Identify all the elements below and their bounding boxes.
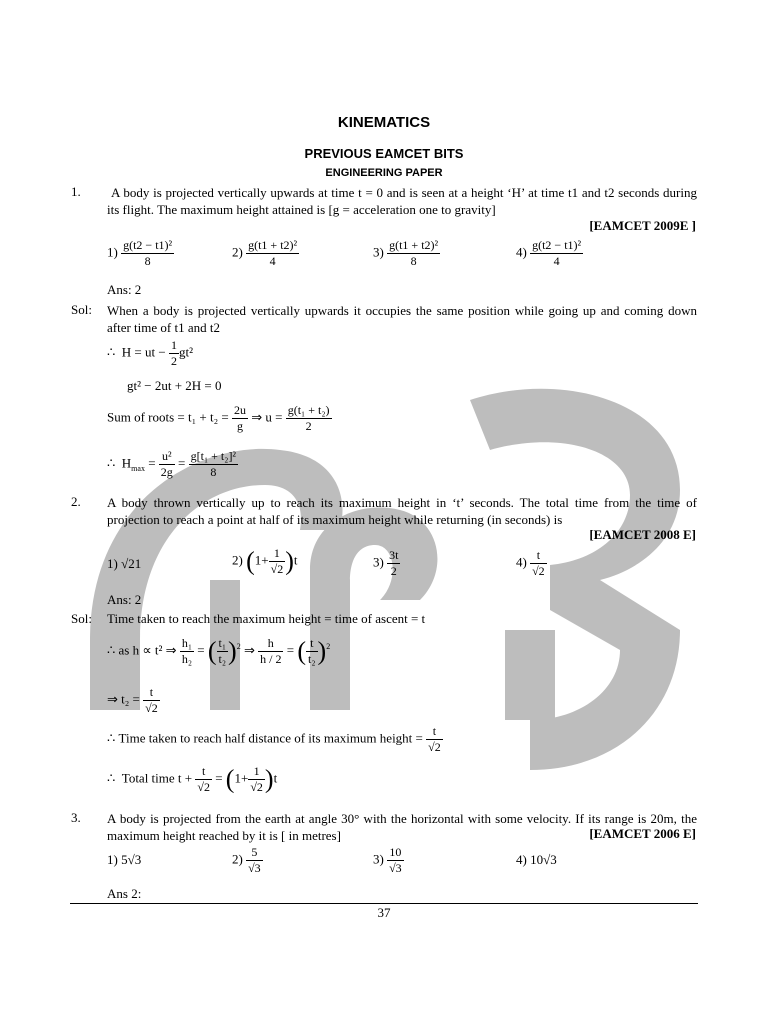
page-title: KINEMATICS bbox=[337, 114, 431, 131]
option: 1) √21 bbox=[107, 556, 142, 571]
answer: Ans: 2 bbox=[107, 282, 142, 297]
option: 3) $\frac{10}{√3}$ bbox=[373, 845, 402, 875]
footer-rule bbox=[70, 903, 698, 904]
answer: Ans 2: bbox=[107, 886, 142, 901]
equation: ∴ H = ut − $\frac{1}{2}$ gt² bbox=[107, 338, 193, 368]
exam-tag: [EAMCET 2008 E] bbox=[589, 527, 696, 542]
question-number: 3. bbox=[71, 810, 81, 825]
question-number: 2. bbox=[71, 494, 81, 509]
question-text: A body thrown vertically up to reach its maximum height in ‘t’ seconds. The total time from the time of projection to reach a point at half of its maximum height while returning (in seconds) is bbox=[107, 495, 697, 527]
option: 3) $\frac{3t}{2}$ bbox=[373, 548, 399, 578]
exam-tag: [EAMCET 2006 E] bbox=[589, 826, 696, 841]
equation: ⇒ t₂ = $\frac{t}{√2}$ bbox=[107, 685, 158, 715]
solution-label: Sol: bbox=[71, 302, 92, 317]
solution-text: Time taken to reach the maximum height = time of ascent = t bbox=[107, 611, 426, 626]
section-title: ENGINEERING PAPER bbox=[325, 167, 443, 179]
equation: ∴ Total time t + $\frac{t}{√2}$ = (1+ $\frac{1}{√2}$ )t bbox=[107, 764, 278, 794]
equation: gt² − 2ut + 2H = 0 bbox=[127, 378, 222, 393]
option: 4) $\frac{t}{√2}$ bbox=[516, 548, 545, 578]
page-subtitle: PREVIOUS EAMCET BITS bbox=[304, 146, 464, 161]
page-number: 37 bbox=[377, 905, 391, 920]
option: 1) 5√3 bbox=[107, 852, 142, 867]
option: 2) (1+ $\frac{1}{√2}$ )t bbox=[232, 546, 298, 576]
question-text: A body is projected vertically upwards at time t = 0 and is seen at a height ‘H’ at time t1 and t2 seconds during its flight. The maximum height attained is [g = acceleration one to gravity] bbox=[107, 185, 697, 217]
option: 2) $\frac{\text{g(t1 + t2)²}}{4}$ bbox=[232, 238, 298, 268]
solution-label: Sol: bbox=[71, 611, 92, 626]
option: 3) $\frac{\text{g(t1 + t2)²}}{8}$ bbox=[373, 238, 439, 268]
equation: ∴ as h ∝ t² ⇒ $\frac{\text{h₁}}{\text{h₂}}$ = ( $\frac{\text{t₁}}{\text{t₂}}$ )$^2$ ⇒ $\frac{h}{h / 2}$ = ( $\frac{t}{\text{t₂}}$ )$^2$ bbox=[107, 636, 331, 666]
equation: ∴ Time taken to reach half distance of its maximum height = $\frac{t}{√2}$ bbox=[107, 724, 441, 754]
watermark-logo bbox=[80, 380, 700, 780]
option: 2) $\frac{5}{√3}$ bbox=[232, 845, 261, 875]
option: 4) 10√3 bbox=[516, 852, 557, 867]
question-number: 1. bbox=[71, 184, 81, 199]
answer: Ans: 2 bbox=[107, 592, 142, 607]
equation: ∴ $H_{max}$ = $\frac{\text{u²}}{2g}$ = $\frac{\text{g[t₁ + t₂]²}}{8}$ bbox=[107, 449, 237, 479]
option: 1) $\frac{\text{g(t2 − t1)²}}{8}$ bbox=[107, 238, 173, 268]
exam-tag: [EAMCET 2009E ] bbox=[589, 218, 696, 233]
solution-text: When a body is projected vertically upwards it occupies the same position while going up and coming down after time of t1 and t2 bbox=[107, 303, 697, 335]
question-text: A body is projected from the earth at angle 30° with the horizontal with some velocity. If its range is 20m, the maximum height reached by it is [ in metres] bbox=[107, 811, 697, 843]
equation: Sum of roots = t₁ + t₂ = $\frac{2u}{g}$ ⇒ u = $\frac{\text{g(t₁ + t₂)}}{2}$ bbox=[107, 403, 330, 433]
option: 4) $\frac{\text{g(t2 − t1)²}}{4}$ bbox=[516, 238, 582, 268]
